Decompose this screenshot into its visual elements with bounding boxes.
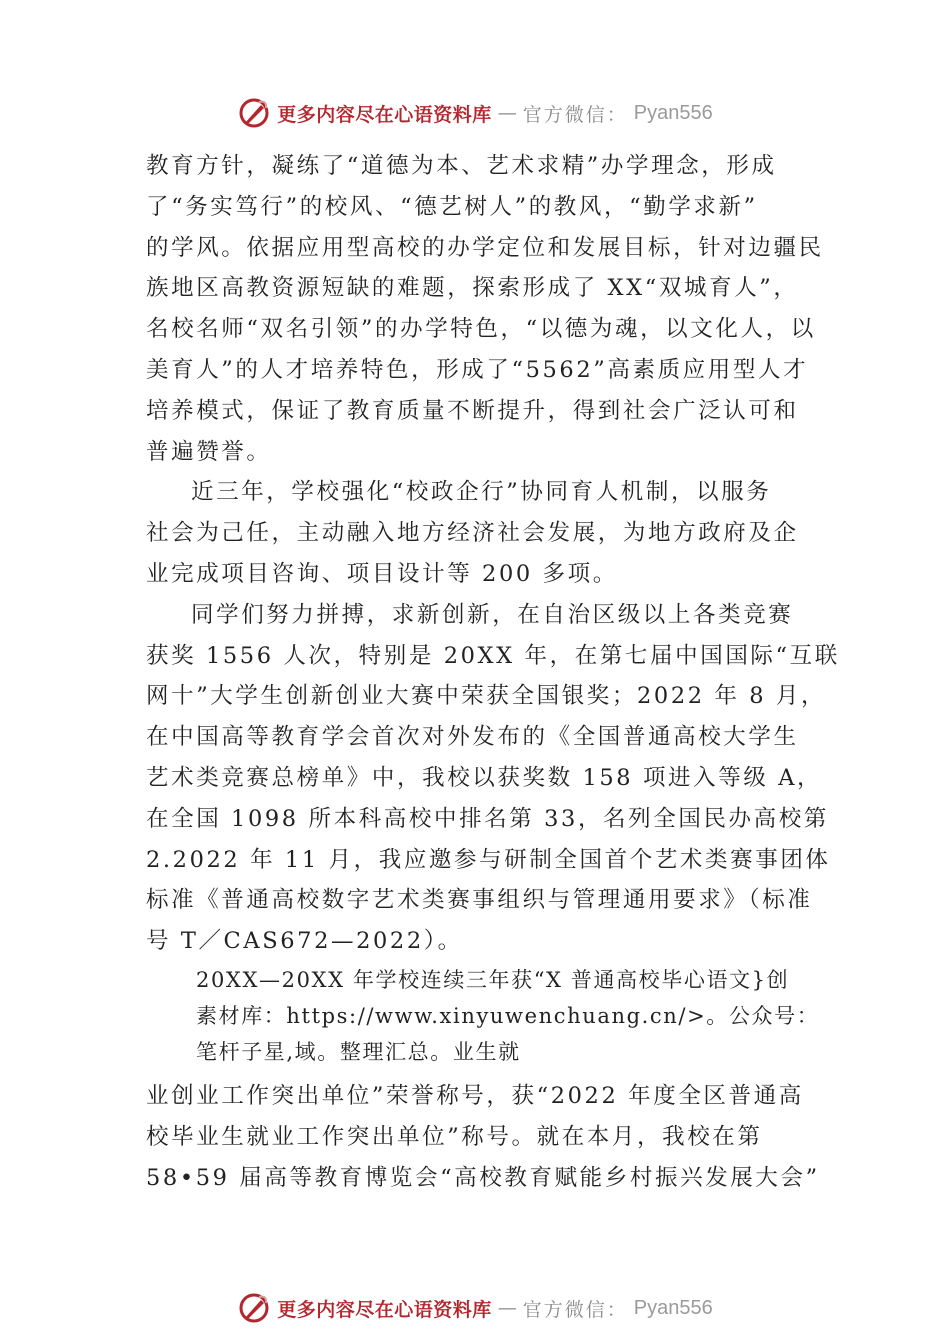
text-line: 近三年，学校强化“校政企行”协同育人机制，以服务 [191,479,772,506]
wechat-label: 官方微信： [522,103,628,126]
quote-line: 20XX—20XX 年学校连续三年获“X 普通高校毕心语文}创 [196,967,790,992]
wechat-id: Pyan556 [633,101,713,124]
text-line: 号 T／CAS672—2022）。 [146,928,463,955]
document-body [146,146,840,1198]
brand-dash: — [497,1297,517,1319]
text-line: 同学们努力拼搏，求新创新，在自治区级以上各类竞赛 [191,601,794,628]
paragraph-3 [146,595,840,962]
paragraph-4 [146,1076,826,1198]
quill-logo-icon [237,1291,271,1325]
quill-logo-icon [237,96,271,130]
text-line: 族地区高教资源短缺的难题，探索形成了 XX“双城育人”， [146,275,799,302]
text-line: 美育人”的人才培养特色，形成了“5562”高素质应用型人才 [146,356,809,383]
paragraph-2 [146,472,826,594]
text-line: 业创业工作突出单位”荣誉称号，获“2022 年度全区普通高 [146,1082,804,1109]
text-line: 校毕业生就业工作突出单位”称号。就在本月，我校在第 [146,1123,763,1150]
text-line: 培养模式，保证了教育质量不断提升，得到社会广泛认可和 [146,397,799,424]
text-line: 在中国高等教育学会首次对外发布的《全国普通高校大学生 [146,724,799,751]
text-line: 标准《普通高校数字艺术类赛事组织与管理通用要求》（标准 [146,887,813,914]
wechat-label: 官方微信： [522,1298,628,1321]
paragraph-1 [146,146,826,472]
quote-line: 素材库：https://www.xinyuwenchuang.cn/>。公众号： [196,1003,820,1028]
brand-text: 更多内容尽在心语资料库 [277,1298,492,1321]
text-line: 普遍赞誉。 [146,438,272,465]
text-line: 业完成项目咨询、项目设计等 200 多项。 [146,560,618,587]
text-line: 教育方针，凝练了“道德为本、艺术求精”办学理念，形成 [146,153,777,179]
text-line: 在全国 1098 所本科高校中排名第 33，名列全国民办高校第 [146,805,829,832]
text-line: 名校名师“双名引领”的办学特色，“以德为魂，以文化人，以 [146,316,816,343]
inserted-quote-block [146,962,826,1070]
footer-banner [0,1291,950,1325]
brand-text: 更多内容尽在心语资料库 [277,103,492,126]
brand-dash: — [497,102,517,124]
text-line: 的学风。依据应用型高校的办学定位和发展目标，针对边疆民 [146,234,824,261]
text-line: 了“务实笃行”的校风、“德艺树人”的教风，“勤学求新” [146,193,758,220]
quote-line: 笔杆子星,域。整理汇总。业生就 [196,1039,521,1064]
text-line: 58•59 届高等教育博览会“高校教育赋能乡村振兴发展大会” [146,1164,820,1191]
header-banner [0,96,950,130]
text-line: 网十”大学生创新创业大赛中荣获全国银奖；2022 年 8 月， [146,683,827,710]
text-line: 社会为己任，主动融入地方经济社会发展，为地方政府及企 [146,520,799,547]
text-line: 艺术类竞赛总榜单》中，我校以获奖数 158 项进入等级 A， [146,764,823,791]
wechat-id: Pyan556 [633,1296,713,1319]
text-line: 2.2022 年 11 月，我应邀参与研制全国首个艺术类赛事团体 [146,846,831,873]
text-line: 获奖 1556 人次，特别是 20XX 年，在第七届中国国际“互联 [146,642,840,669]
